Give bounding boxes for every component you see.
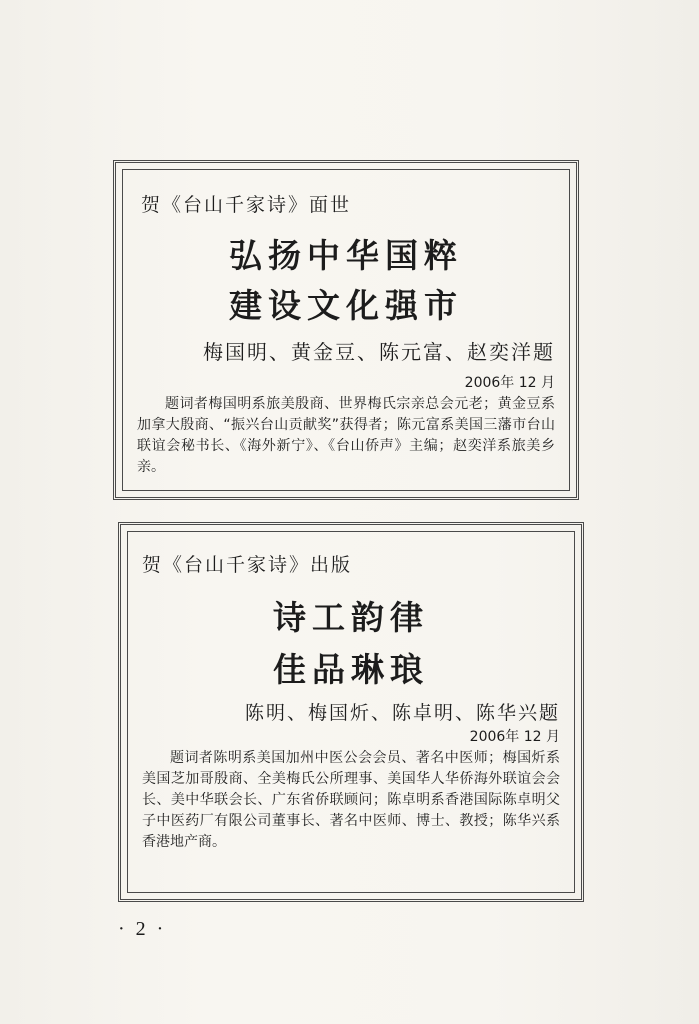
headline-line-2: 建设文化强市 bbox=[229, 286, 463, 325]
headline-line-2: 佳品琳琅 bbox=[273, 650, 429, 689]
inscription-card-1 bbox=[113, 160, 579, 500]
inscriber-note: 题词者陈明系美国加州中医公会会员、著名中医师；梅国炘系美国芝加哥殷商、全美梅氏公所理事、美国华人华侨海外联谊会会长、美中华联会长、广东省侨联顾问；陈卓明系香港国际陈卓明父子中医药厂有限公司董事长、著名中医师、博士、教授；陈华兴系香港地产商。 bbox=[142, 750, 560, 850]
inscription-card-1-inner bbox=[122, 169, 570, 491]
headline-line-1: 诗工韵律 bbox=[273, 598, 429, 637]
page-number: · 2 · bbox=[118, 918, 167, 940]
inscription-card-2-inner bbox=[127, 531, 575, 893]
signers: 陈明、梅国炘、陈卓明、陈华兴题 bbox=[244, 702, 560, 724]
date: 2006年 12 月 bbox=[469, 729, 560, 745]
inscription-card-2 bbox=[118, 522, 584, 902]
signers: 梅国明、黄金豆、陈元富、赵奕洋题 bbox=[203, 340, 555, 364]
headline-line-1: 弘扬中华国粹 bbox=[229, 236, 463, 275]
card-intro: 贺《台山千家诗》出版 bbox=[142, 554, 353, 576]
inscriber-note: 题词者梅国明系旅美殷商、世界梅氏宗亲总会元老；黄金豆系加拿大殷商、“振兴台山贡献奖”获得者；陈元富系美国三藩市台山联谊会秘书长、《海外新宁》、《台山侨声》主编；赵奕洋系旅美乡亲。 bbox=[137, 396, 555, 475]
card-intro: 贺《台山千家诗》面世 bbox=[141, 194, 352, 216]
date: 2006年 12 月 bbox=[464, 375, 555, 391]
